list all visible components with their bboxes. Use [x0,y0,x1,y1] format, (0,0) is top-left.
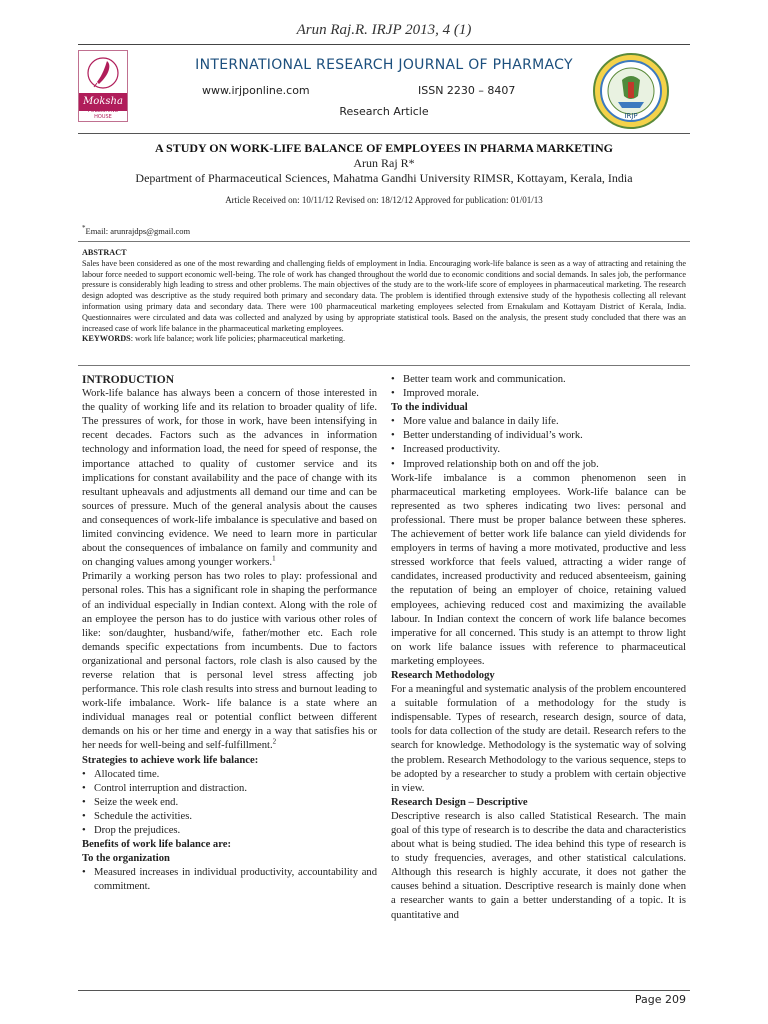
list-item: • Better understanding of individual’s work. [391,429,686,443]
strategies-heading: Strategies to achieve work life balance: [82,754,259,766]
keywords-text: : work life balance; work life policies; pharmaceutical marketing. [130,334,346,344]
organization-list [82,866,377,894]
intro-paragraph-1-text: Work-life balance has always been a concern of those interested in the quality of working life and its relation to broader quality of life. The pressures of work, for those in work, have been intensifying in recent decades. Factors such as the advances in information technology and information load, the need for speed of response, the importance attached to quality of customer service and its implications for constant availability and the pace of change with its resultant upheavals and adjustments all demand our time and can be sources of pressure. Much of the general analysis about the causes and consequences of work-life imbalance is speculative and based on limited convincing evidence. We need to learn more in particular about the consequences of imbalance on family and community and on changing values among younger workers. [82,388,377,569]
article-dates: Article Received on: 10/11/12 Revised on: 18/12/12 Approved for publication: 01/01/13 [225,195,543,205]
list-item: • Improved relationship both on and off the job. [391,458,686,472]
header-rule [78,44,690,45]
article-type: Research Article [339,105,429,118]
list-item: • Schedule the activities. [82,810,377,824]
masthead-rule [78,133,690,134]
running-head: Arun Raj.R. IRJP 2013, 4 (1) [296,22,472,38]
ref-marker: 1 [272,554,276,563]
methodology-paragraph: For a meaningful and systematic analysis of the problem encountered a suitable formulation of a methodology for the study is indispensable. Types of research, research design, source of data, tools for data collection of the study are detail. Research refers to the search for knowledge. Methodology is the systematic way of solving the problem. Research Methodology to the various sequence, steps to be adopted by a researcher to study a problem with certain objective in view. [391,684,686,794]
benefits-heading: Benefits of work life balance are: [82,839,231,851]
introduction-heading: INTRODUCTION [82,374,175,386]
email-text: Email: arunrajdps@gmail.com [85,225,191,236]
list-item: • Measured increases in individual productivity, accountability and commitment. [82,866,377,894]
publisher-name: Moksha [79,93,127,111]
imbalance-paragraph: Work-life imbalance is a common phenomenon seen in pharmaceutical marketing employees. Work-life balance can be represented as two spheres indicating two lives: personal and professional. There must be proper balance between these spheres. The achievement of better work life balance can yield dividends for employers in terms of having a more motivated, productive and less stressed workforce that feels valued, attracting a wider range of candidates, increased productivity and reduced absenteeism, gaining the reputation of being an employer of choice, retaining valued employees, achieving reduced cost and maximizing the available labour. In Indian context the concern of work life balance becomes imperative for all concerned. This study is an attempt to throw light on work life balance issues with reference to pharmaceutical marketing employees. [391,472,686,667]
intro-paragraph-1 [82,387,377,570]
abstract-heading: ABSTRACT [82,248,127,257]
right-column [391,373,686,923]
abstract-rule [78,365,690,366]
research-design-paragraph: Descriptive research is also called Statistical Research. The main goal of this type of research is to describe the data and characteristics about what is being studied. The idea behind this type of research is to study frequencies, averages, and other statistical calculations. Although this research is highly accurate, it does not gather the causes behind a situation. Descriptive research is mainly done when a researcher wants to gain a better understanding of a topic. It is quantitative and [391,810,686,921]
list-item: • Seize the week end. [82,796,377,810]
page-number: Page 209 [634,993,686,1006]
list-item: • Allocated time. [82,768,377,782]
research-design-heading: Research Design – Descriptive [391,796,528,808]
email-marker: * [82,224,86,232]
author-line: Arun Raj R* [353,156,415,170]
ref-marker: 2 [272,737,277,746]
individual-heading: To the individual [391,402,468,414]
journal-title: INTERNATIONAL RESEARCH JOURNAL OF PHARMACY [195,57,573,73]
individual-list [391,415,686,471]
list-item: • Increased productivity. [391,443,686,457]
intro-paragraph-2 [82,570,377,753]
journal-seal-text: IRJP [624,112,638,120]
organization-heading: To the organization [82,853,170,865]
list-item: • Better team work and communication. [391,373,686,387]
affiliation-line: Department of Pharmaceutical Sciences, Mahatma Gandhi University RIMSR, Kottayam, Kerala, India [135,171,633,185]
organization-list-continued [391,373,686,401]
paper-title: A STUDY ON WORK-LIFE BALANCE OF EMPLOYEES IN PHARMA MARKETING [155,141,613,155]
left-column [82,373,377,894]
email-rule [78,241,690,242]
list-item: • More value and balance in daily life. [391,415,686,429]
list-item: • Control interruption and distraction. [82,782,377,796]
methodology-heading: Research Methodology [391,669,495,681]
keywords-label: KEYWORDS [82,334,131,344]
journal-issn: ISSN 2230 – 8407 [418,84,516,97]
list-item: • Improved morale. [391,387,686,401]
corresponding-email[interactable] [82,224,190,236]
publisher-subtitle: PUBLISHING HOUSE [87,108,119,120]
list-item: • Drop the prejudices. [82,824,377,838]
abstract-block [82,248,686,345]
journal-website[interactable]: www.irjponline.com [202,84,310,97]
intro-paragraph-2-text: Primarily a working person has two roles to play: professional and personal roles. This has a significant role in shaping the performance of an individual especially in Indian context. Along with the role of an employee the person has to do justice with various other roles of like: son/daughter, husband/wife, father/mother etc. Each role demands specific expectations from incumbents. Due to factors organizational and personal factors, role clash is also caused by the reverse relation that is personal level stress affecting job performance. This role clash results into stress and burnout leading to work-life imbalance. Work- life balance is a state where an individual manages real or potential conflict between different demands on his or her time and energy in a way that satisfies his or her needs for well-being and self-fulfillment. [82,571,377,752]
strategies-list [82,768,377,838]
journal-seal-icon [592,52,670,130]
abstract-text: Sales have been considered as one of the most rewarding and challenging fields of employment in India. Encouraging work-life balance is seen as a way of attracting and retaining the labour force needed to support economic well-being. The role of work has changed throughout the world due to economic conditions and social demands. In sales job, the performance pressure is considerably high leading to stress and other problems. The main objectives of the study are to the work-life score of employees in pharmaceutical marketing. The research design adopted was descriptive as the study required both primary and secondary data. The problem is identified through extensive study of the hypothesis collecting all relevant information using primary data and secondary data. There were 100 pharmaceutical marketing employees selected from Ernakulam and Kottayam District of Kerala, India. Questionnaires were circulated and data was collected and analyzed by using by appropriate statistical tools. Based on the analysis, the present study concluded that there was an increased case of work life balance in the pharmaceutical marketing employees. [82,258,686,333]
footer-rule [78,990,690,991]
